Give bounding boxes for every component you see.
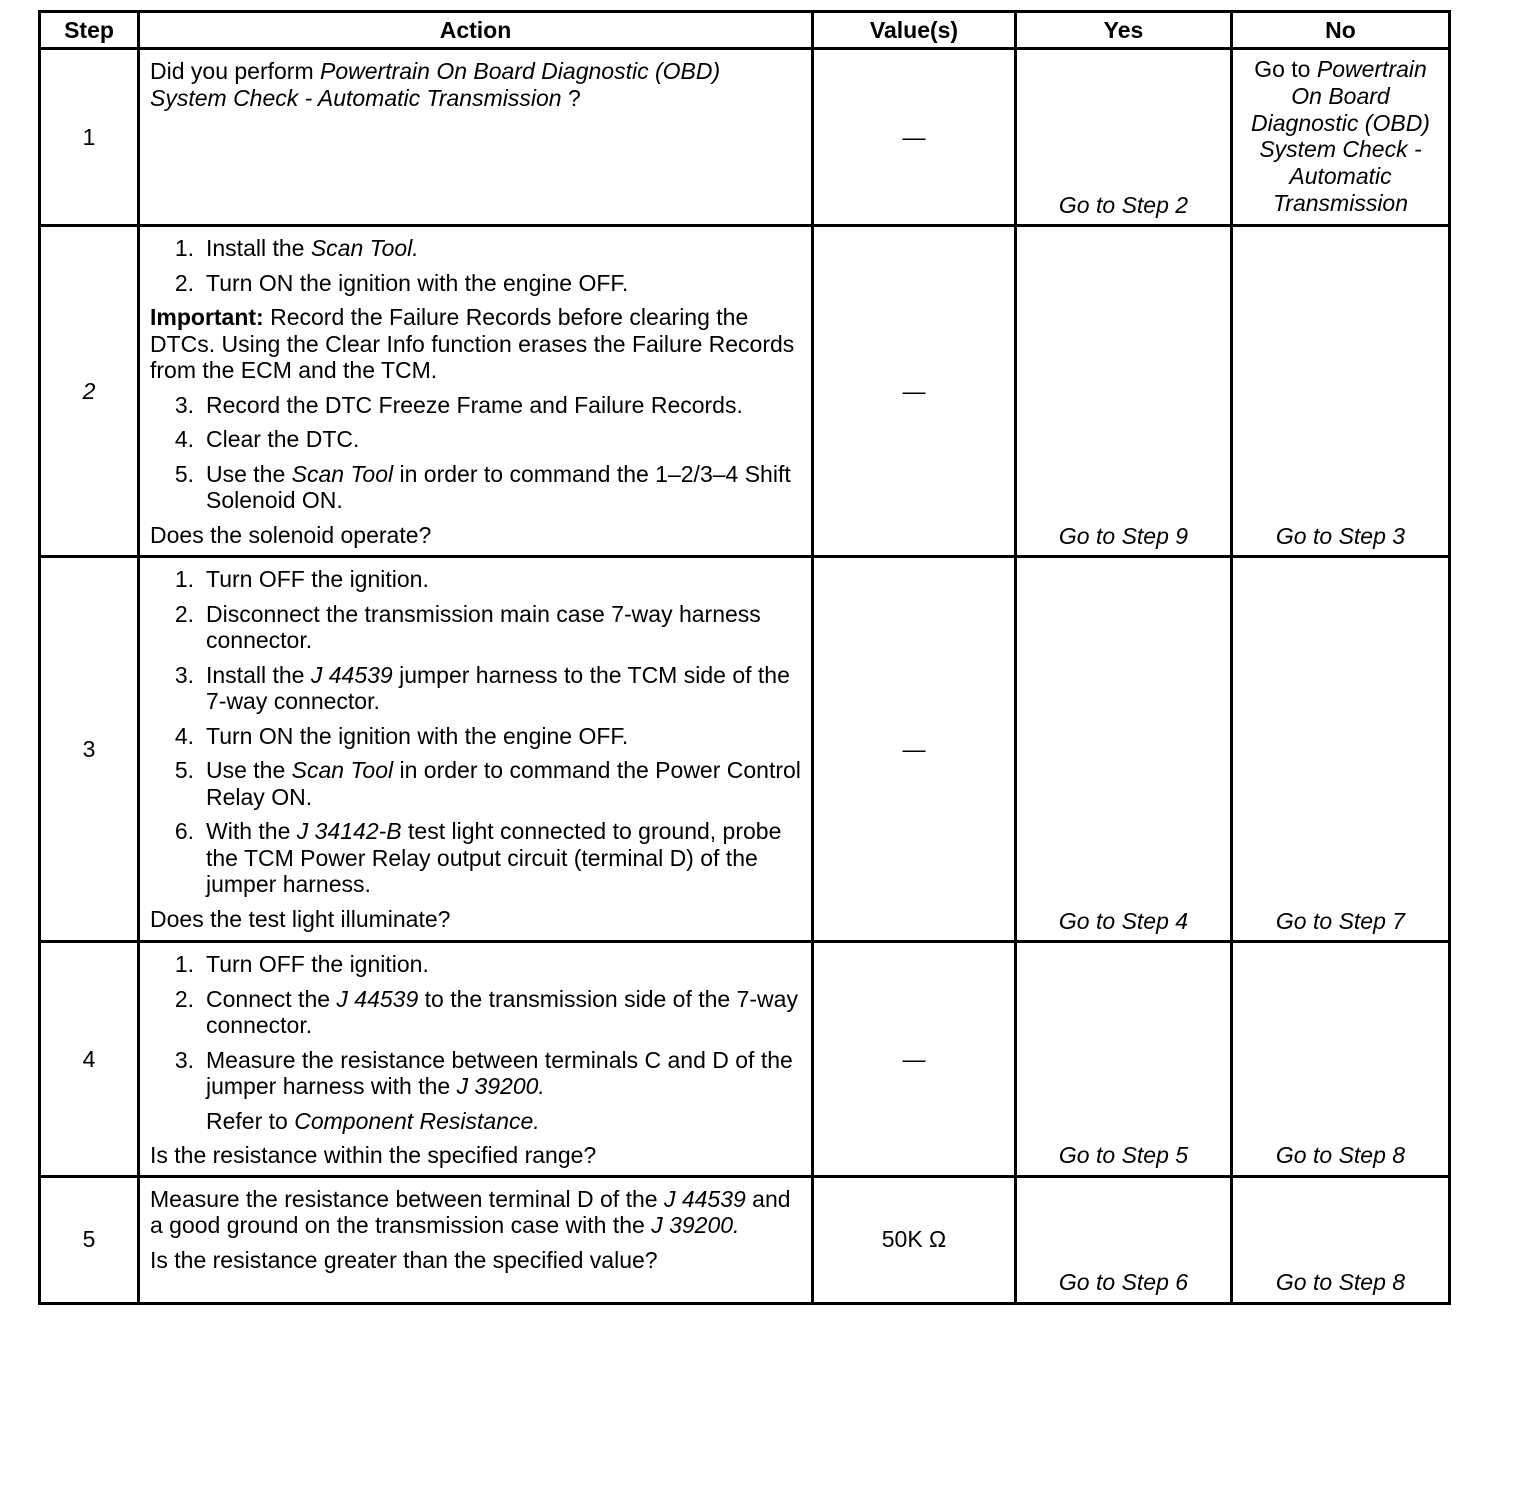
yes-cell: Go to Step 5 xyxy=(1016,942,1232,1177)
table-row-step-2 xyxy=(40,226,1450,557)
question-text: Does the test light illuminate? xyxy=(150,905,451,932)
no-cell: Go to Step 3 xyxy=(1232,226,1450,557)
list-item: 2. Disconnect the transmission main case 7-way harness connector. xyxy=(174,600,761,653)
step-number: 3 xyxy=(40,557,139,942)
header-values: Value(s) xyxy=(813,12,1016,49)
list-item: 4. Turn ON the ignition with the engine OFF. xyxy=(174,722,629,749)
header-yes: Yes xyxy=(1016,12,1232,49)
value-cell: — xyxy=(813,942,1016,1177)
header-step: Step xyxy=(40,12,139,49)
value-cell: — xyxy=(813,49,1016,226)
table-row-step-5 xyxy=(40,1176,1450,1303)
list-item: 5. Use the Scan Tool in order to command the 1–2/3–4 Shift Solenoid ON. xyxy=(174,460,791,513)
action-cell xyxy=(139,942,813,1177)
action-cell xyxy=(139,1176,813,1303)
action-cell xyxy=(139,226,813,557)
diagnostic-table xyxy=(38,10,1451,1305)
no-cell: Go to Step 7 xyxy=(1232,557,1450,942)
table-row-step-3 xyxy=(40,557,1450,942)
step-number: 1 xyxy=(40,49,139,226)
yes-cell: Go to Step 9 xyxy=(1016,226,1232,557)
list-item: 1. Turn OFF the ignition. xyxy=(174,566,429,592)
list-item: 2. Turn ON the ignition with the engine OFF. xyxy=(174,269,629,296)
header-action: Action xyxy=(139,12,813,49)
no-cell: Go to Powertrain On Board Diagnostic (OBD) System Check - Automatic Transmission xyxy=(1232,49,1450,226)
table-row-step-4 xyxy=(40,942,1450,1177)
list-item: 2. Connect the J 44539 to the transmission side of the 7-way connector. xyxy=(174,985,798,1038)
list-item: 4. Clear the DTC. xyxy=(174,426,360,452)
important-note: Important: Record the Failure Records before clearing the DTCs. Using the Clear Info function erases the Failure Records from the ECM and the TCM. xyxy=(150,304,795,383)
list-item: 5. Use the Scan Tool in order to command the Power Control Relay ON. xyxy=(174,757,801,810)
list-item: 3. Measure the resistance between terminals C and D of the jumper harness with the J 39200. xyxy=(174,1046,793,1099)
no-cell: Go to Step 8 xyxy=(1232,1176,1450,1303)
value-cell: 50K Ω xyxy=(813,1176,1016,1303)
value-cell: — xyxy=(813,557,1016,942)
action-text: Measure the resistance between terminal D of the J 44539 and a good ground on the transmission case with the J 39200. xyxy=(150,1185,791,1238)
step-number: 5 xyxy=(40,1176,139,1303)
yes-cell: Go to Step 6 xyxy=(1016,1176,1232,1303)
no-cell: Go to Step 8 xyxy=(1232,942,1450,1177)
step-number: 2 xyxy=(40,226,139,557)
action-cell xyxy=(139,557,813,942)
action-text: Did you perform Powertrain On Board Diagnostic (OBD) System Check - Automatic Transmission ? xyxy=(150,58,721,111)
action-cell xyxy=(139,49,813,226)
step-number: 4 xyxy=(40,942,139,1177)
value-cell: — xyxy=(813,226,1016,557)
list-item: 6. With the J 34142-B test light connected to ground, probe the TCM Power Relay output circuit (terminal D) of the jumper harness. xyxy=(174,818,782,897)
question-text: Is the resistance within the specified range? xyxy=(150,1142,597,1168)
list-item: 1. Turn OFF the ignition. xyxy=(174,951,429,977)
table-row-step-1 xyxy=(40,49,1450,226)
list-item: 3. Install the J 44539 jumper harness to the TCM side of the 7-way connector. xyxy=(174,661,790,714)
question-text: Does the solenoid operate? xyxy=(150,521,432,548)
header-row xyxy=(40,12,1450,49)
question-text: Is the resistance greater than the specified value? xyxy=(150,1246,658,1273)
yes-cell: Go to Step 2 xyxy=(1016,49,1232,226)
reference-text: Refer to Component Resistance. xyxy=(206,1107,540,1134)
list-item: 1. Install the Scan Tool. xyxy=(174,235,419,261)
yes-cell: Go to Step 4 xyxy=(1016,557,1232,942)
list-item: 3. Record the DTC Freeze Frame and Failure Records. xyxy=(174,391,743,418)
header-no: No xyxy=(1232,12,1450,49)
